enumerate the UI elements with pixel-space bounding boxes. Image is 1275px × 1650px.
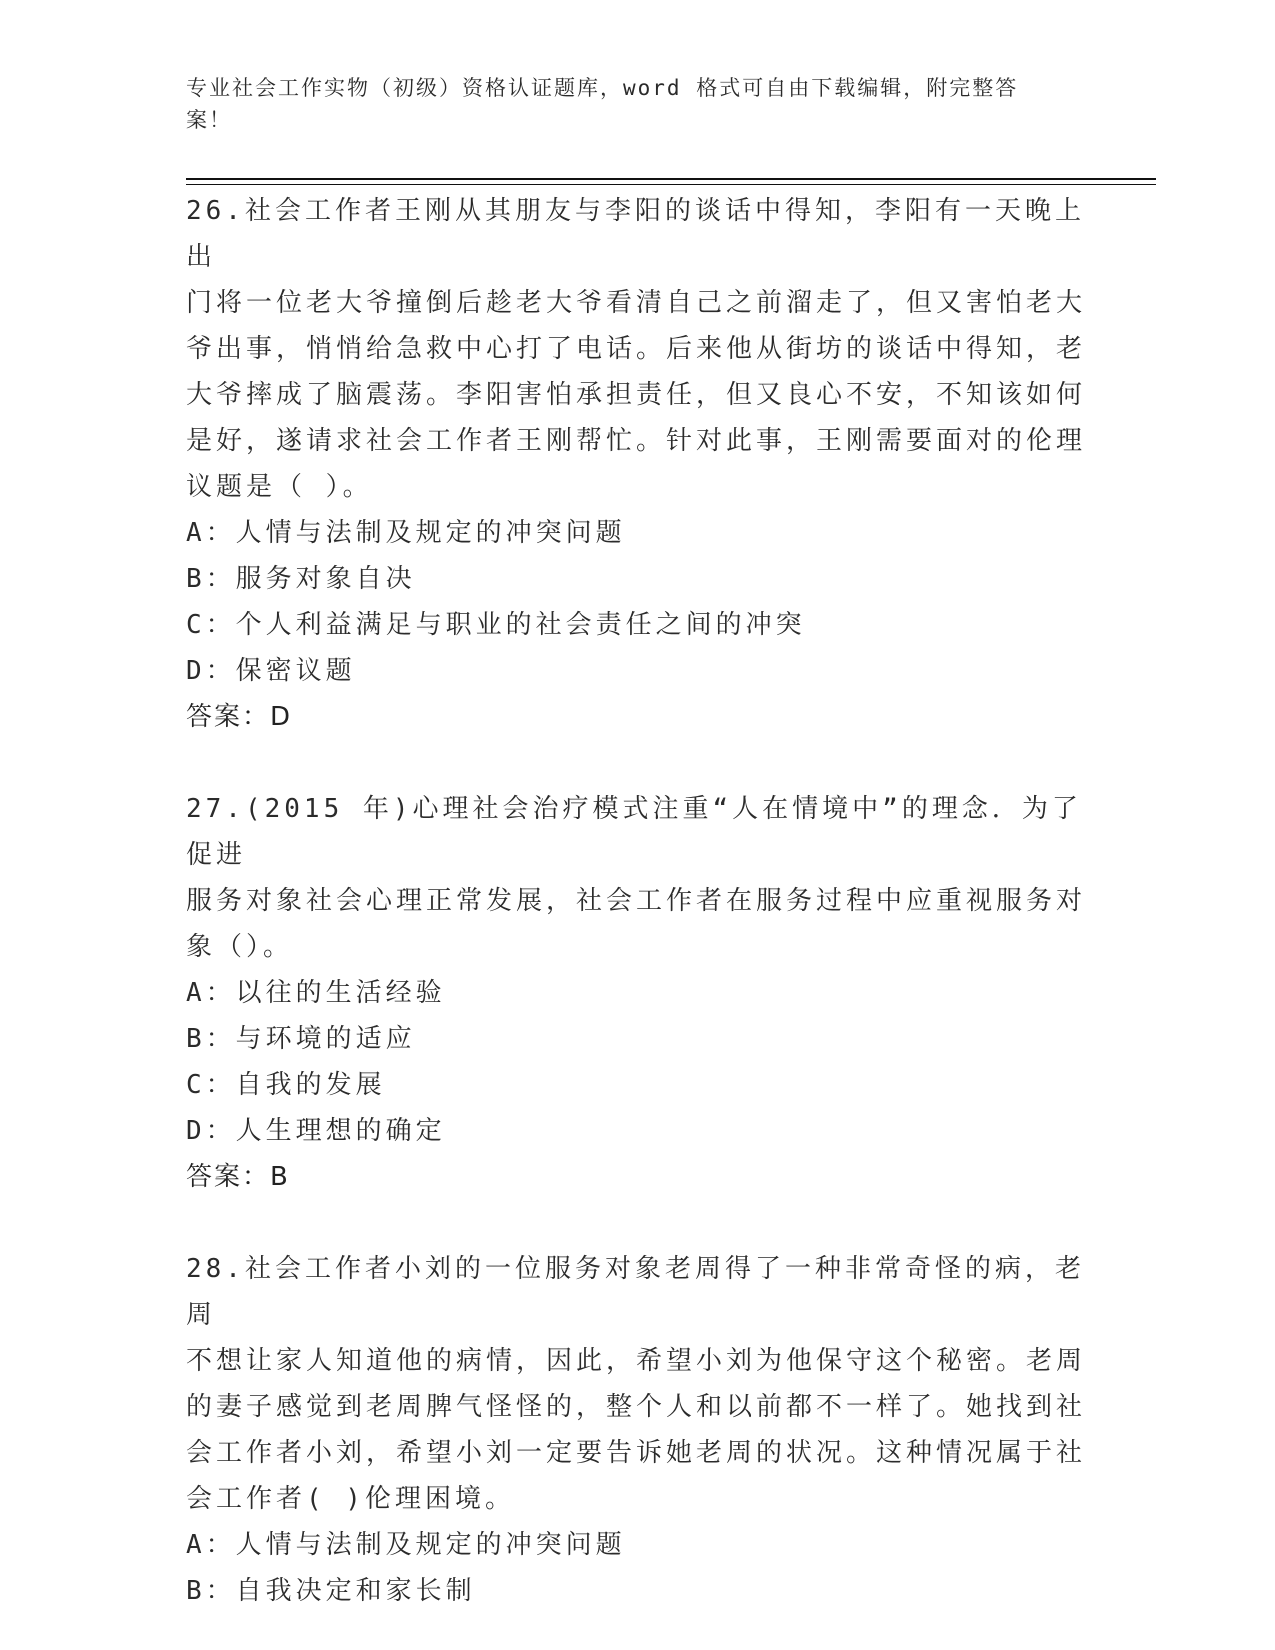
option-b: B：与环境的适应: [186, 1024, 416, 1054]
question-28: [186, 1246, 1086, 1614]
question-text-line: 27.(2015 年)心理社会治疗模式注重“人在情境中”的理念．为了促进: [186, 794, 1082, 870]
question-text-line: 服务对象社会心理正常发展，社会工作者在服务过程中应重视服务对: [186, 886, 1087, 916]
option-c: C：自我的发展: [186, 1070, 386, 1100]
option-b: B：服务对象自决: [186, 564, 416, 594]
option-d: D：保密议题: [186, 656, 356, 686]
question-text-line: 会工作者( )伦理困境。: [186, 1484, 515, 1514]
question-text-line: 26.社会工作者王刚从其朋友与李阳的谈话中得知，李阳有一天晚上出: [186, 196, 1085, 272]
question-text-line: 议题是（ ）。: [186, 472, 373, 502]
question-text-line: 象（）。: [186, 932, 294, 962]
header-divider-thin: [186, 184, 1156, 185]
question-list: [186, 188, 1086, 1614]
question-text-line: 28.社会工作者小刘的一位服务对象老周得了一种非常奇怪的病，老周: [186, 1254, 1085, 1330]
document-header: [186, 72, 1066, 136]
question-text-line: 爷出事，悄悄给急救中心打了电话。后来他从街坊的谈话中得知，老: [186, 334, 1087, 364]
header-line: 案！: [186, 108, 232, 132]
question-text-line: 不想让家人知道他的病情，因此，希望小刘为他保守这个秘密。老周: [186, 1346, 1087, 1376]
question-text-line: 是好，遂请求社会工作者王刚帮忙。针对此事，王刚需要面对的伦理: [186, 426, 1087, 456]
header-divider-thick: [186, 178, 1156, 180]
question-text-line: 大爷摔成了脑震荡。李阳害怕承担责任，但又良心不安，不知该如何: [186, 380, 1087, 410]
option-a: A：人情与法制及规定的冲突问题: [186, 518, 626, 548]
option-a: A：以往的生活经验: [186, 978, 446, 1008]
question-text-line: 门将一位老大爷撞倒后趁老大爷看清自己之前溜走了，但又害怕老大: [186, 288, 1087, 318]
spacer: [186, 740, 1086, 786]
option-b: B：自我决定和家长制: [186, 1576, 476, 1606]
header-line: 专业社会工作实物（初级）资格认证题库，word 格式可自由下载编辑，附完整答: [186, 76, 1019, 100]
question-text-line: 的妻子感觉到老周脾气怪怪的，整个人和以前都不一样了。她找到社: [186, 1392, 1087, 1422]
question-27: [186, 786, 1086, 1200]
question-text-line: 会工作者小刘，希望小刘一定要告诉她老周的状况。这种情况属于社: [186, 1438, 1087, 1468]
option-a: A：人情与法制及规定的冲突问题: [186, 1530, 626, 1560]
question-26: [186, 188, 1086, 740]
option-d: D：人生理想的确定: [186, 1116, 446, 1146]
answer-label: 答案：D: [186, 702, 293, 732]
answer-label: 答案：B: [186, 1162, 290, 1192]
option-c: C：个人利益满足与职业的社会责任之间的冲突: [186, 610, 806, 640]
spacer: [186, 1200, 1086, 1246]
